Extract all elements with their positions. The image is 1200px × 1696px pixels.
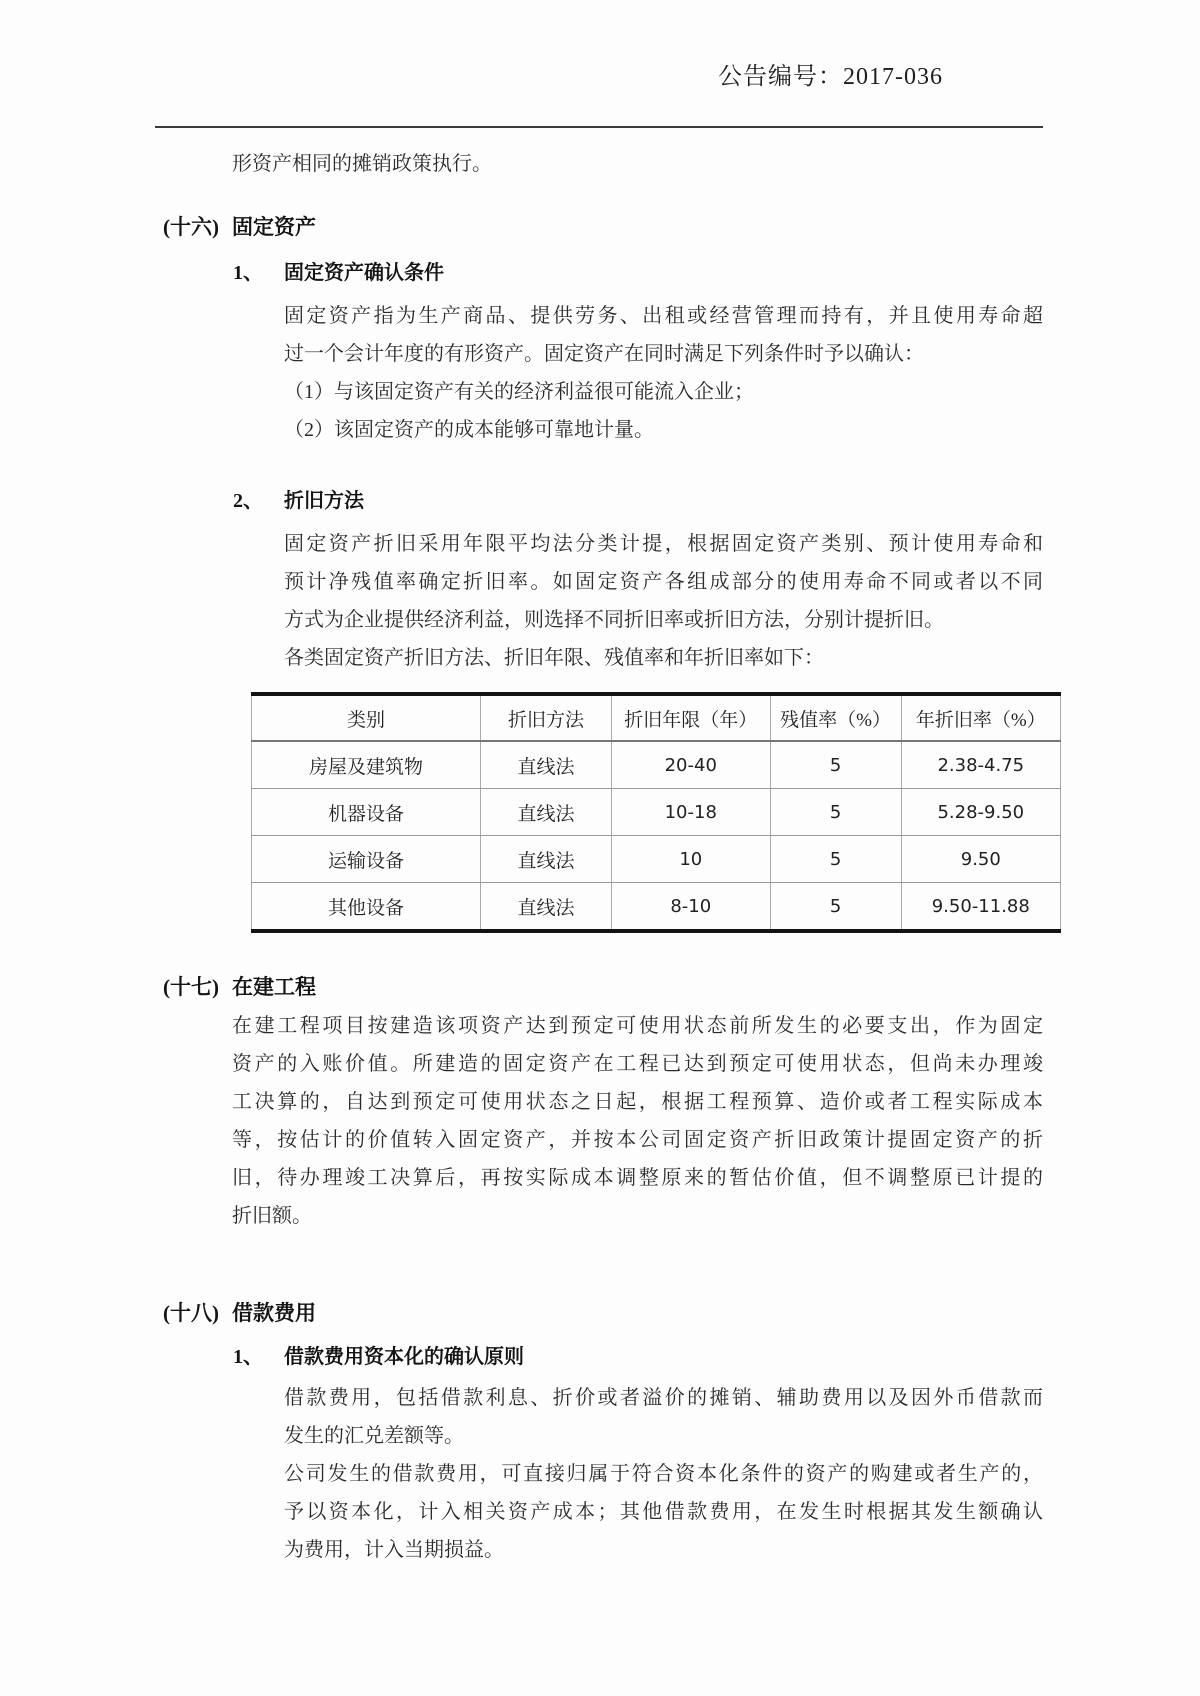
subsection-18-1 <box>233 1339 1043 1569</box>
table-cell: 10 <box>611 836 770 883</box>
text-line: 旧，待办理竣工决算后，再按实际成本调整原来的暂估价值，但不调整原已计提的 <box>232 1167 1043 1189</box>
table-cell: 直线法 <box>480 741 611 789</box>
section-number: (十八) <box>163 1301 219 1325</box>
table-cell: 直线法 <box>480 789 611 836</box>
text-line: 工决算的，自达到预定可使用状态之日起，根据工程预算、造价或者工程实际成本 <box>232 1091 1043 1113</box>
table-body <box>252 741 1061 931</box>
section-title: 在建工程 <box>232 975 316 999</box>
table-cell: 5.28-9.50 <box>901 789 1060 836</box>
text-line: 为费用，计入当期损益。 <box>284 1539 504 1561</box>
table-cell: 20-40 <box>611 741 770 789</box>
intro-text: 形资产相同的摊销政策执行。 <box>232 153 492 175</box>
section-number: (十七) <box>163 975 219 999</box>
subsection-number: 1、 <box>233 262 263 284</box>
table-row <box>252 789 1061 836</box>
paragraph <box>284 297 1043 449</box>
text-line: 发生的汇兑差额等。 <box>284 1425 464 1447</box>
depreciation-table <box>251 692 1061 933</box>
subsection-heading <box>233 255 1043 291</box>
table-header-cell: 类别 <box>252 694 481 741</box>
subsection-title: 借款费用资本化的确认原则 <box>284 1346 524 1368</box>
table-header-cell: 年折旧率（%） <box>901 694 1060 741</box>
table-cell: 5 <box>770 883 901 932</box>
list-item: （2）该固定资产的成本能够可靠地计量。 <box>284 419 654 441</box>
section-title: 借款费用 <box>232 1301 316 1325</box>
table-cell: 8-10 <box>611 883 770 932</box>
text-line: 公司发生的借款费用，可直接归属于符合资本化条件的资产的购建或者生产的， <box>284 1463 1043 1485</box>
table-row <box>252 741 1061 789</box>
paragraph-lines <box>284 525 1043 639</box>
table-cell: 其他设备 <box>327 897 404 919</box>
table-cell: 5 <box>770 836 901 883</box>
paragraph <box>284 1379 1043 1569</box>
table-cell: 直线法 <box>480 883 611 932</box>
text-line: 在建工程项目按建造该项资产达到预定可使用状态前所发生的必要支出，作为固定 <box>232 1015 1043 1037</box>
table-row <box>252 883 1061 932</box>
section-18-heading <box>155 1295 1043 1331</box>
text-line: 固定资产指为生产商品、提供劳务、出租或经营管理而持有，并且使用寿命超 <box>284 305 1043 327</box>
text-line: 借款费用，包括借款利息、折价或者溢价的摊销、辅助费用以及因外币借款而 <box>284 1387 1043 1409</box>
table-header-cell: 折旧方法 <box>480 694 611 741</box>
table-cell: 9.50-11.88 <box>901 883 1060 932</box>
page-header <box>155 62 1043 92</box>
table-header-cell: 折旧年限（年） <box>611 694 770 741</box>
text-line: 等，按估计的价值转入固定资产，并按本公司固定资产折旧政策计提固定资产的折 <box>232 1129 1043 1151</box>
table-header-row <box>252 694 1061 741</box>
paragraph-lines <box>284 297 1043 373</box>
text-line: 资产的入账价值。所建造的固定资产在工程已达到预定可使用状态，但尚未办理竣 <box>232 1053 1043 1075</box>
table-cell: 房屋及建筑物 <box>252 741 481 789</box>
section-16 <box>155 209 1046 933</box>
table-header-cell: 残值率（%） <box>770 694 901 741</box>
subsection-16-2 <box>233 483 1046 933</box>
subsection-title: 固定资产确认条件 <box>284 262 444 284</box>
header-rule <box>155 126 1043 128</box>
section-18 <box>155 1295 1043 1569</box>
section-17 <box>155 969 1043 1235</box>
text-line: 折旧额。 <box>232 1205 312 1227</box>
subsection-number: 1、 <box>233 1346 263 1368</box>
table-cell: 机器设备 <box>252 789 481 836</box>
text-line: 方式为企业提供经济利益，则选择不同折旧率或折旧方法，分别计提折旧。 <box>284 609 944 631</box>
subsection-heading <box>233 483 1043 519</box>
announcement-number: 公告编号：2017-036 <box>718 64 943 90</box>
text-line: 过一个会计年度的有形资产。固定资产在同时满足下列条件时予以确认： <box>284 343 924 365</box>
paragraph-lines <box>284 1455 1043 1569</box>
table-cell: 5 <box>770 789 901 836</box>
table-head <box>252 694 1061 741</box>
section-17-heading <box>155 969 1043 1005</box>
text-line: 预计净残值率确定折旧率。如固定资产各组成部分的使用寿命不同或者以不同 <box>284 571 1043 593</box>
table-cell: 直线法 <box>480 836 611 883</box>
subsection-heading <box>233 1339 1043 1375</box>
subsection-number: 2、 <box>233 490 263 512</box>
table-cell: 5 <box>770 741 901 789</box>
paragraph-lines <box>232 1007 1043 1235</box>
section-title: 固定资产 <box>232 215 316 239</box>
text-line: 固定资产折旧采用年限平均法分类计提，根据固定资产类别、预计使用寿命和 <box>284 533 1043 555</box>
table-row <box>252 836 1061 883</box>
paragraph-lines <box>284 1379 1043 1455</box>
paragraph <box>284 525 1043 677</box>
table-cell: 9.50 <box>901 836 1060 883</box>
table-cell: 10-18 <box>611 789 770 836</box>
section-16-heading <box>155 209 1043 245</box>
subsection-16-1 <box>233 255 1043 449</box>
subsection-title: 折旧方法 <box>284 490 364 512</box>
text-line: 予以资本化，计入相关资产成本；其他借款费用，在发生时根据其发生额确认 <box>284 1501 1043 1523</box>
paragraph <box>232 1007 1043 1235</box>
list-item: （1）与该固定资产有关的经济利益很可能流入企业； <box>284 381 754 403</box>
table-cell: 2.38-4.75 <box>901 741 1060 789</box>
table-caption: 各类固定资产折旧方法、折旧年限、残值率和年折旧率如下： <box>284 647 824 669</box>
section-number: (十六) <box>163 215 219 239</box>
table-cell: 运输设备 <box>252 836 481 883</box>
